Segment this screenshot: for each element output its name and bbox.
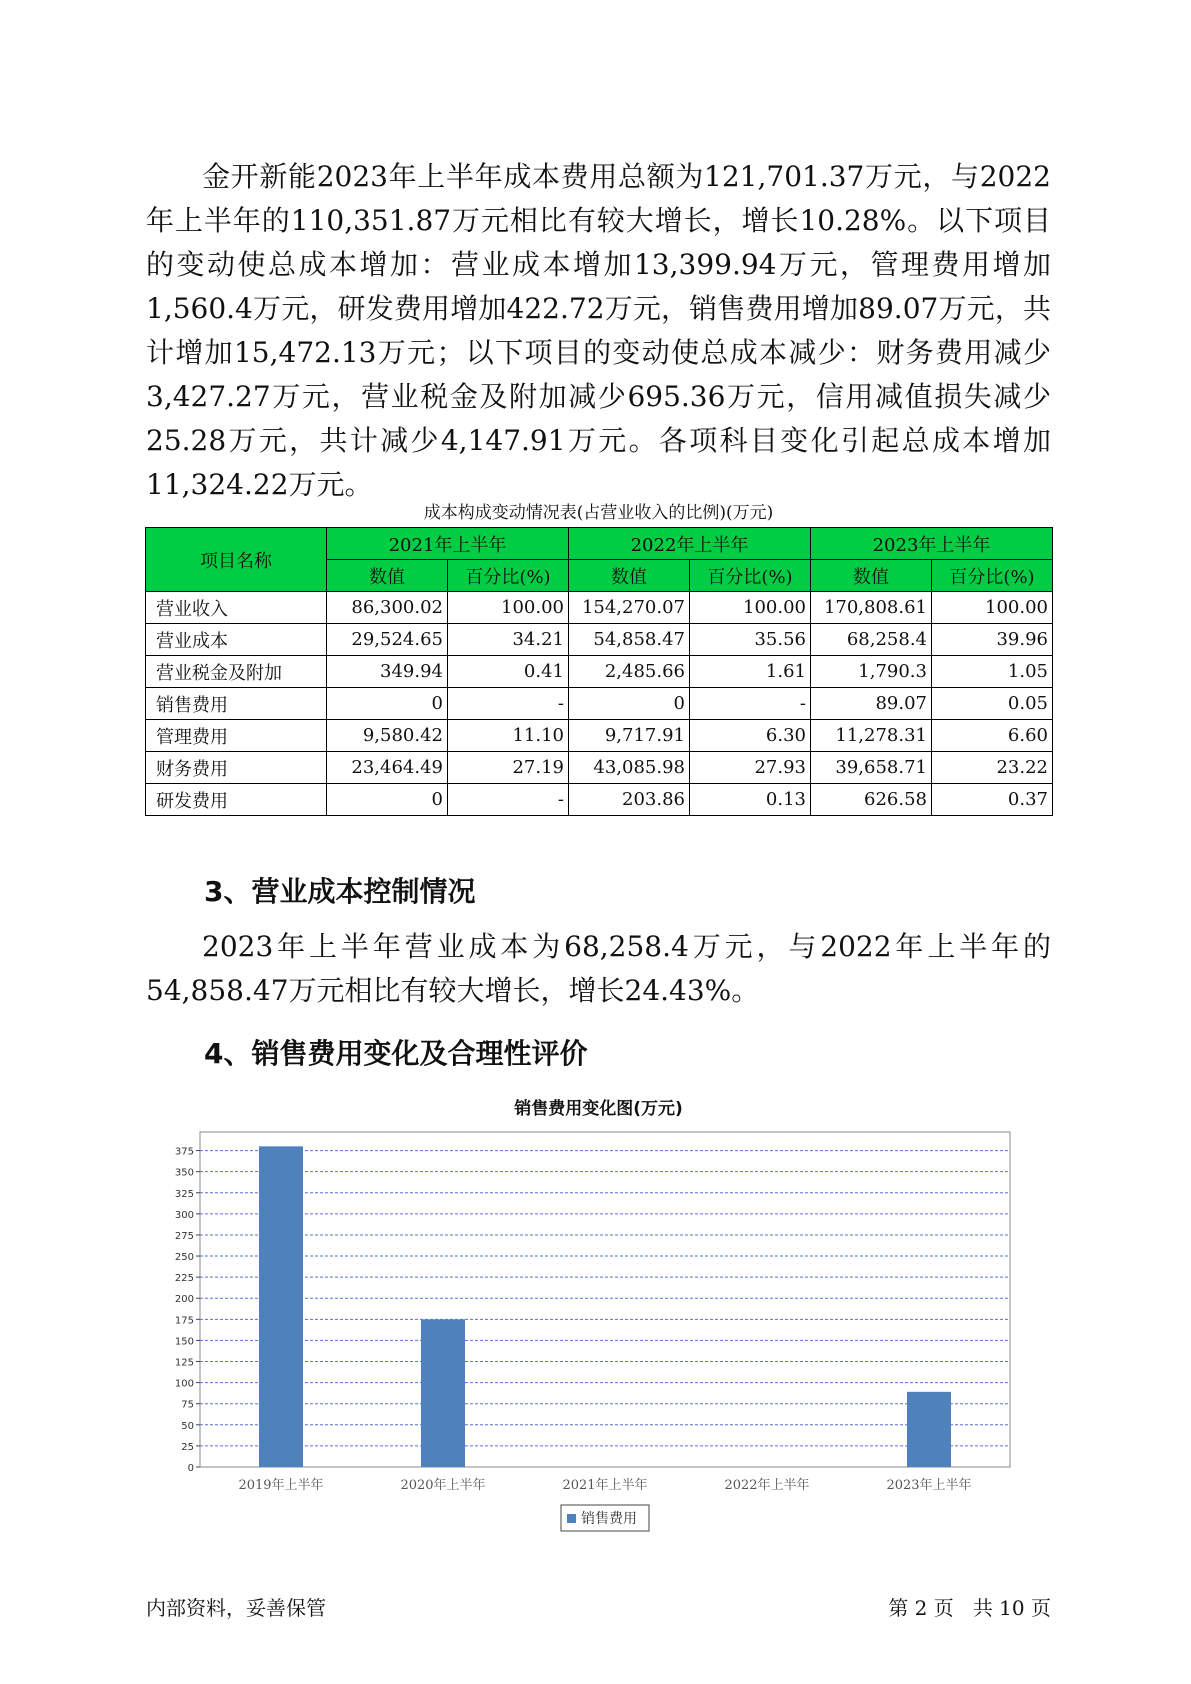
table-row (146, 656, 1053, 688)
row-label: 营业收入 (146, 592, 327, 624)
table-row (146, 752, 1053, 784)
percent-cell: 0.37 (932, 784, 1053, 816)
y-tick-label: 225 (174, 1273, 194, 1285)
value-cell: 0 (569, 688, 690, 720)
footer-note: 内部资料，妥善保管 (146, 1596, 326, 1620)
value-cell: 154,270.07 (569, 592, 690, 624)
percent-cell: 6.30 (690, 720, 811, 752)
value-subheader: 数值 (569, 560, 690, 592)
percent-cell: 39.96 (932, 624, 1053, 656)
row-label: 管理费用 (146, 720, 327, 752)
row-label: 营业税金及附加 (146, 656, 327, 688)
cost-table-body (146, 592, 1053, 816)
y-tick-label: 25 (181, 1441, 194, 1453)
section-3-heading: 3、营业成本控制情况 (204, 875, 476, 908)
percent-cell: 0.05 (932, 688, 1053, 720)
y-tick-label: 75 (181, 1399, 194, 1411)
percent-cell: 34.21 (448, 624, 569, 656)
bar (259, 1146, 303, 1467)
value-cell: 29,524.65 (327, 624, 448, 656)
x-tick-label: 2021年上半年 (562, 1478, 648, 1493)
table-row (146, 624, 1053, 656)
percent-cell: 0.13 (690, 784, 811, 816)
x-tick-label: 2023年上半年 (886, 1478, 972, 1493)
row-label: 营业成本 (146, 624, 327, 656)
percent-subheader: 百分比(%) (448, 560, 569, 592)
percent-cell: 27.19 (448, 752, 569, 784)
table-row (146, 688, 1053, 720)
value-cell: 170,808.61 (811, 592, 932, 624)
cost-structure-table (145, 527, 1053, 816)
row-label: 财务费用 (146, 752, 327, 784)
table-row (146, 784, 1053, 816)
period-header: 2021年上半年 (327, 528, 569, 560)
percent-cell: - (448, 688, 569, 720)
y-tick-label: 275 (174, 1230, 194, 1242)
bar (421, 1319, 465, 1467)
period-header: 2022年上半年 (569, 528, 811, 560)
y-tick-label: 125 (174, 1357, 194, 1369)
y-tick-label: 175 (174, 1315, 194, 1327)
page-number: 第 2 页 共 10 页 (888, 1596, 1051, 1620)
y-tick-label: 50 (181, 1420, 194, 1432)
value-cell: 54,858.47 (569, 624, 690, 656)
value-cell: 86,300.02 (327, 592, 448, 624)
value-cell: 626.58 (811, 784, 932, 816)
value-cell: 39,658.71 (811, 752, 932, 784)
percent-cell: 1.05 (932, 656, 1053, 688)
y-tick-label: 350 (174, 1167, 194, 1179)
y-tick-label: 150 (174, 1336, 194, 1348)
table-row (146, 720, 1053, 752)
legend-swatch (567, 1514, 576, 1523)
value-cell: 203.86 (569, 784, 690, 816)
row-label: 销售费用 (146, 688, 327, 720)
period-header: 2023年上半年 (811, 528, 1053, 560)
intro-paragraph: 金开新能2023年上半年成本费用总额为121,701.37万元，与2022年上半年的110,351.87万元相比有较大增长，增长10.28%。以下项目的变动使总成本增加：营业成本增加13,399.94万元，管理费用增加1,560.4万元，研发费用增加422.72万元，销售费用增加89.07万元，共计增加15,472.13万元；以下项目的变动使总成本减少：财务费用减少3,427.27万元，营业税金及附加减少695.36万元，信用减值损失减少25.28万元，共计减少4,147.91万元。各项科目变化引起总成本增加11,324.22万元。 (146, 160, 1051, 501)
percent-cell: 100.00 (690, 592, 811, 624)
percent-cell: 35.56 (690, 624, 811, 656)
percent-cell: 6.60 (932, 720, 1053, 752)
percent-subheader: 百分比(%) (932, 560, 1053, 592)
value-cell: 9,717.91 (569, 720, 690, 752)
percent-cell: 23.22 (932, 752, 1053, 784)
percent-cell: 1.61 (690, 656, 811, 688)
table-caption: 成本构成变动情况表(占营业收入的比例)(万元) (423, 503, 774, 523)
x-tick-label: 2022年上半年 (724, 1478, 810, 1493)
chart-title: 销售费用变化图(万元) (514, 1099, 683, 1119)
value-cell: 349.94 (327, 656, 448, 688)
value-cell: 11,278.31 (811, 720, 932, 752)
y-tick-label: 0 (187, 1463, 194, 1474)
value-cell: 89.07 (811, 688, 932, 720)
x-tick-label: 2020年上半年 (400, 1478, 486, 1493)
sales-expense-bar-chart (160, 1122, 1030, 1542)
percent-cell: 100.00 (932, 592, 1053, 624)
x-tick-label: 2019年上半年 (238, 1478, 324, 1493)
percent-cell: 11.10 (448, 720, 569, 752)
percent-cell: 27.93 (690, 752, 811, 784)
value-cell: 9,580.42 (327, 720, 448, 752)
item-name-header: 项目名称 (146, 528, 327, 592)
y-tick-label: 250 (174, 1252, 194, 1264)
row-label: 研发费用 (146, 784, 327, 816)
value-cell: 2,485.66 (569, 656, 690, 688)
value-cell: 1,790.3 (811, 656, 932, 688)
value-cell: 68,258.4 (811, 624, 932, 656)
plot-area (200, 1132, 1010, 1467)
y-tick-label: 375 (174, 1146, 194, 1158)
percent-cell: - (448, 784, 569, 816)
section-3-paragraph: 2023年上半年营业成本为68,258.4万元，与2022年上半年的54,858.47万元相比有较大增长，增长24.43%。 (146, 930, 1051, 1007)
value-cell: 43,085.98 (569, 752, 690, 784)
section-4-heading: 4、销售费用变化及合理性评价 (204, 1037, 588, 1070)
y-tick-label: 300 (174, 1209, 194, 1221)
y-tick-label: 200 (174, 1294, 194, 1306)
y-tick-label: 100 (174, 1378, 194, 1390)
percent-cell: 100.00 (448, 592, 569, 624)
value-cell: 0 (327, 688, 448, 720)
value-subheader: 数值 (327, 560, 448, 592)
table-row (146, 592, 1053, 624)
value-cell: 23,464.49 (327, 752, 448, 784)
percent-subheader: 百分比(%) (690, 560, 811, 592)
percent-cell: - (690, 688, 811, 720)
percent-cell: 0.41 (448, 656, 569, 688)
value-subheader: 数值 (811, 560, 932, 592)
legend-label: 销售费用 (581, 1511, 637, 1527)
value-cell: 0 (327, 784, 448, 816)
y-tick-label: 325 (174, 1188, 194, 1200)
bar (907, 1392, 951, 1467)
